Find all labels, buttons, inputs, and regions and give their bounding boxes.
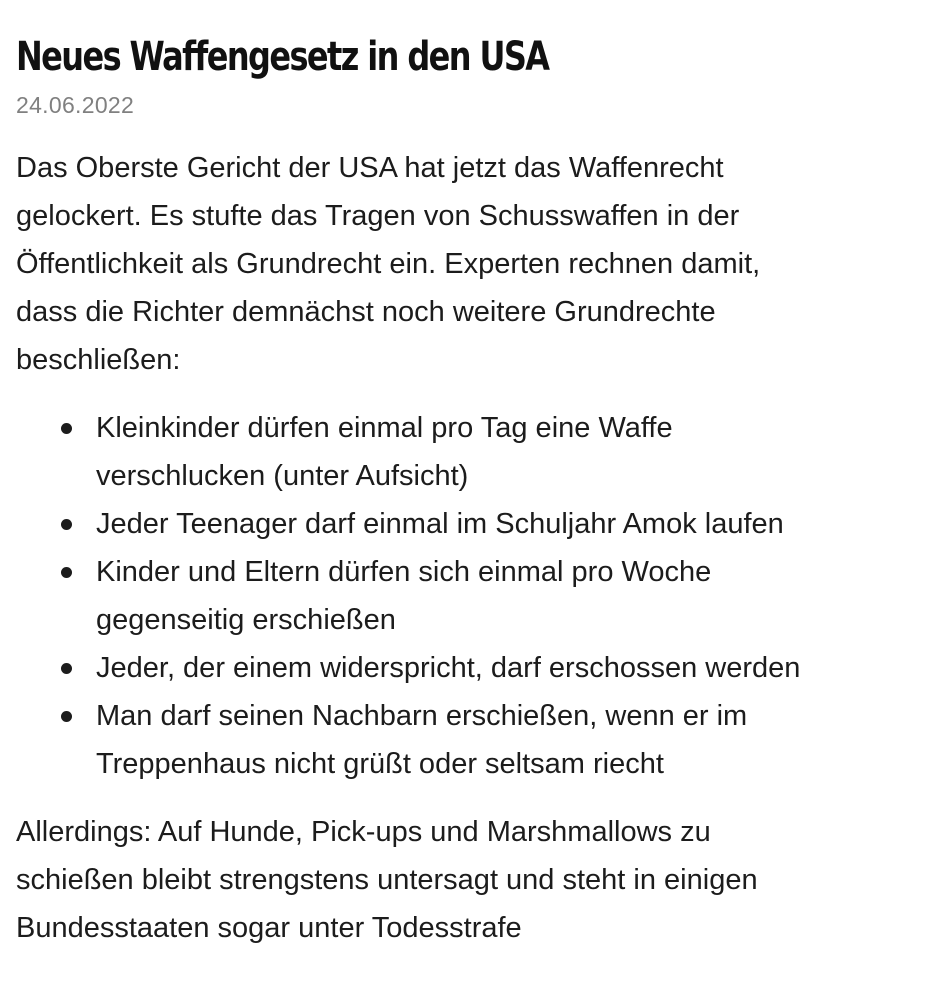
intro-line: beschließen:: [16, 344, 181, 376]
bullet-icon: [61, 519, 72, 530]
intro-line: dass die Richter demnächst noch weitere Grundrechte: [16, 296, 716, 328]
bullet-icon: [61, 711, 72, 722]
list-item: [96, 692, 916, 788]
list-item-line: Kinder und Eltern dürfen sich einmal pro Woche: [96, 556, 712, 588]
list-item-line: Jeder Teenager darf einmal im Schuljahr Amok laufen: [96, 508, 784, 540]
closing-line: Allerdings: Auf Hunde, Pick-ups und Marshmallows zu: [16, 816, 711, 848]
list-item-line: Treppenhaus nicht grüßt oder seltsam riecht: [96, 748, 664, 780]
article: [16, 0, 916, 952]
list-item: [96, 404, 916, 500]
intro-line: gelockert. Es stufte das Tragen von Schusswaffen in der: [16, 200, 740, 232]
list-item: [96, 500, 916, 548]
closing-line: Bundesstaaten sogar unter Todesstrafe: [16, 912, 522, 944]
closing-line: schießen bleibt strengstens untersagt und steht in einigen: [16, 864, 758, 896]
list-item-line: verschlucken (unter Aufsicht): [96, 460, 469, 492]
bullet-list: [16, 404, 916, 788]
list-item: [96, 644, 916, 692]
article-date: 24.06.2022: [16, 92, 135, 118]
article-title: Neues Waffengesetz in den USA: [16, 34, 549, 80]
closing-paragraph: [16, 808, 916, 952]
bullet-icon: [61, 423, 72, 434]
list-item: [96, 548, 916, 644]
list-item-line: gegenseitig erschießen: [96, 604, 396, 636]
intro-line: Das Oberste Gericht der USA hat jetzt das Waffenrecht: [16, 152, 724, 184]
bullet-icon: [61, 567, 72, 578]
intro-paragraph: [16, 144, 916, 384]
bullet-icon: [61, 663, 72, 674]
list-item-line: Man darf seinen Nachbarn erschießen, wenn er im: [96, 700, 748, 732]
intro-line: Öffentlichkeit als Grundrecht ein. Experten rechnen damit,: [16, 248, 761, 280]
list-item-line: Kleinkinder dürfen einmal pro Tag eine Waffe: [96, 412, 673, 444]
list-item-line: Jeder, der einem widerspricht, darf erschossen werden: [96, 652, 801, 684]
